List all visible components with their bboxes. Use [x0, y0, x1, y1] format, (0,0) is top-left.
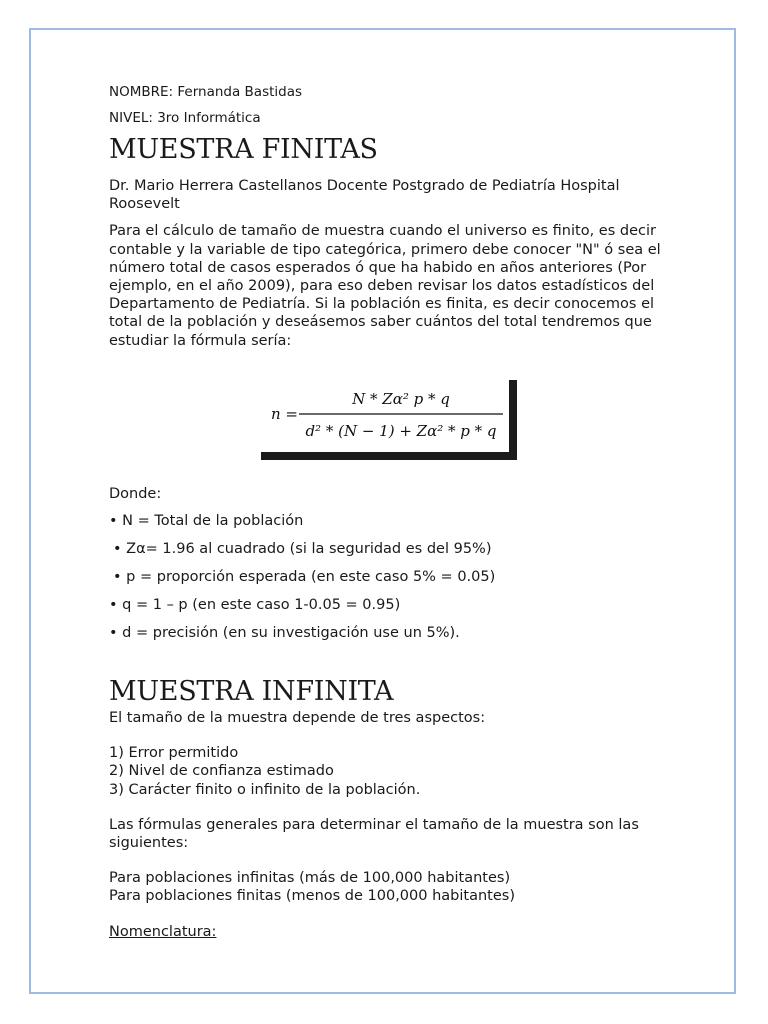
nomenclature-heading: Nomenclatura:: [109, 923, 217, 940]
blank-line: [109, 852, 669, 869]
blank-line: [109, 906, 669, 923]
student-name: NOMBRE: Fernanda Bastidas: [109, 84, 303, 100]
blank-line: [109, 799, 669, 816]
definition-q: • q = 1 – p (en este caso 1-0.05 = 0.95): [109, 597, 401, 614]
definition-z: • Zα= 1.96 al cuadrado (si la seguridad es del 95%): [113, 541, 492, 558]
population-infinite-line: Para poblaciones infinitas (más de 100,000 habitantes): [109, 870, 511, 887]
aspect-item: 2) Nivel de confianza estimado: [109, 763, 334, 780]
formula-denominator: d² * (N − 1) + Zα² * p * q: [305, 421, 497, 440]
formula-numerator: N * Zα² p * q: [352, 389, 450, 408]
donde-label: Donde:: [109, 485, 162, 502]
document-body: [109, 83, 669, 941]
formula-lhs: n =: [271, 404, 298, 423]
aspect-item: 1) Error permitido: [109, 745, 239, 762]
formulas-intro: Las fórmulas generales para determinar el tamaño de la muestra son las siguientes:: [109, 816, 639, 852]
blank-line: [109, 727, 669, 744]
definition-n: • N = Total de la población: [109, 513, 304, 530]
finite-intro-paragraph: Para el cálculo de tamaño de muestra cuando el universo es finito, es decir contable y la variable de tipo categórica, primero debe conocer "N" ó sea el número total de casos esperados ó que ha habido en años anteriores (Por ejemplo, en el año 2009), para eso deben revisar los datos estadísticos del Departamento de Pediatría. Si la población es finita, es decir conocemos el total de la población y deseásemos saber cuántos del total tendremos que estudiar la fórmula sería:: [109, 223, 661, 349]
formula-image: [261, 380, 517, 460]
section-title-infinite: MUESTRA INFINITA: [109, 676, 394, 708]
finite-sample-formula: [261, 380, 517, 458]
population-finite-line: Para poblaciones finitas (menos de 100,000 habitantes): [109, 888, 515, 905]
spacer: [109, 652, 669, 677]
definition-p: • p = proporción esperada (en este caso 5% = 0.05): [113, 569, 496, 586]
infinite-intro: El tamaño de la muestra depende de tres aspectos:: [109, 710, 486, 727]
section-title-finite: MUESTRA FINITAS: [109, 134, 378, 165]
student-level: NIVEL: 3ro Informática: [109, 110, 261, 126]
definition-d: • d = precisión (en su investigación use un 5%).: [109, 625, 460, 642]
aspect-item: 3) Carácter finito o infinito de la población.: [109, 781, 421, 798]
author-line: Dr. Mario Herrera Castellanos Docente Postgrado de Pediatría Hospital Roosevelt: [109, 178, 620, 213]
